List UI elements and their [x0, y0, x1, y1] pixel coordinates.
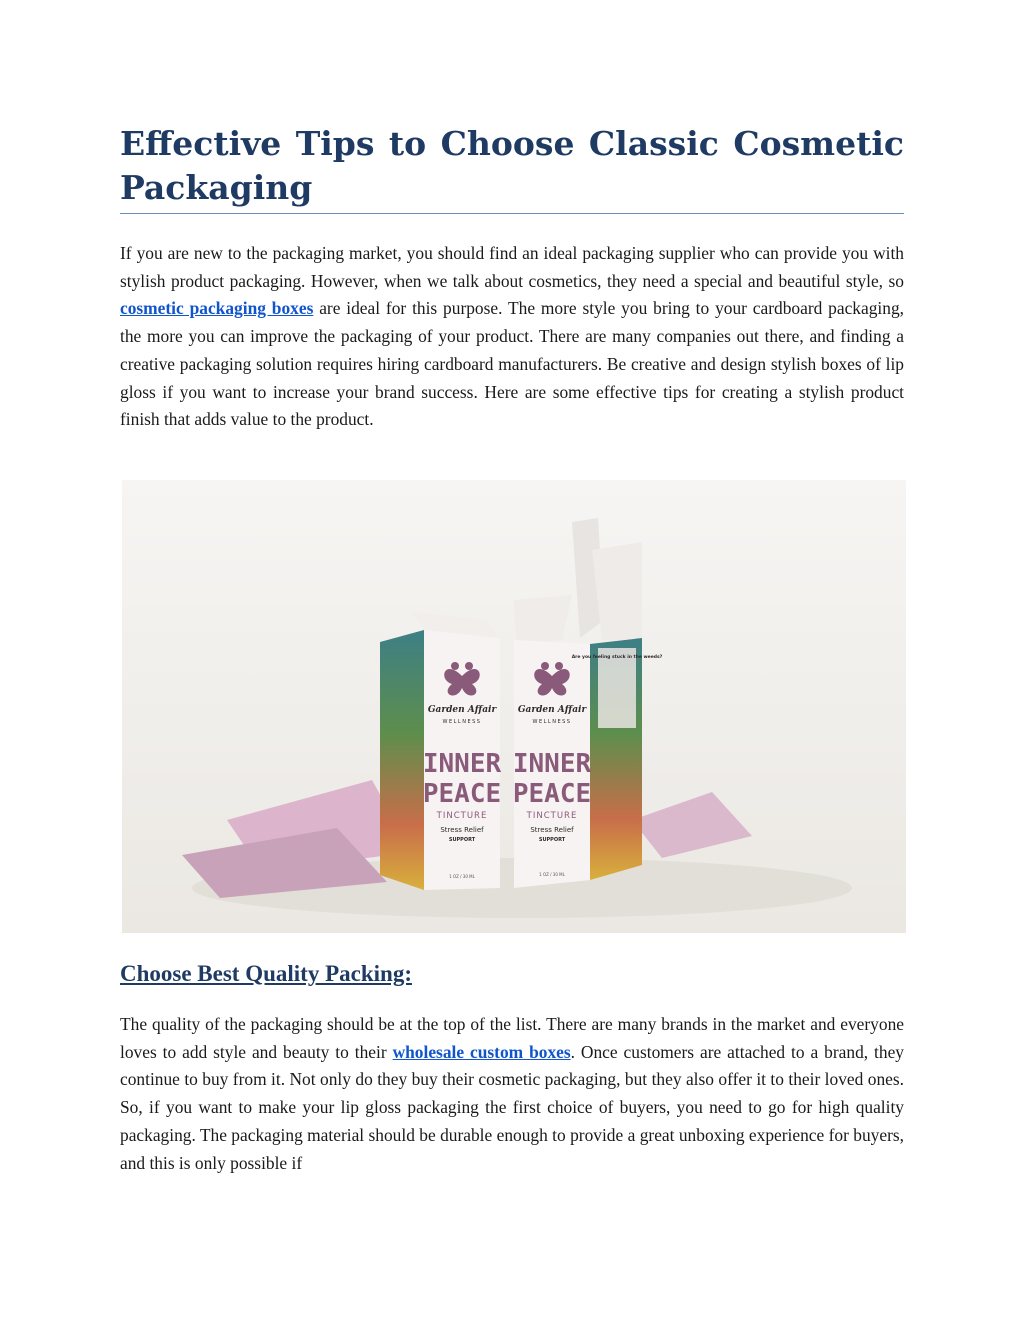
right-box-brand: Garden Affair: [517, 705, 587, 715]
title-line-1: [120, 122, 904, 166]
section-paragraph: [120, 1011, 904, 1177]
title-word: Effective: [120, 124, 282, 163]
title-word: to: [388, 124, 427, 163]
title-word: Cosmetic: [733, 124, 904, 163]
left-box-product-line-2: PEACE: [422, 779, 502, 809]
title-divider: [120, 213, 904, 214]
right-box-tagline-1: Stress Relief: [530, 826, 574, 834]
left-box: [380, 612, 501, 890]
title-line-2: Packaging: [120, 168, 313, 207]
cosmetic-packaging-boxes-link[interactable]: cosmetic packaging boxes: [120, 298, 314, 319]
right-box: [513, 638, 663, 888]
wholesale-custom-boxes-link[interactable]: wholesale custom boxes: [392, 1041, 571, 1062]
right-box-side-text: Are you feeling stuck in the weeds?: [571, 655, 663, 660]
right-box-product-line-2: PEACE: [512, 779, 592, 809]
left-box-tagline-2: SUPPORT: [448, 837, 476, 843]
intro-text-1: If you are new to the packaging market, you should find an ideal packaging supplier who can provide you with stylish product packaging. However, when we talk about cosmetics, they need a special and beautiful style, so: [120, 243, 904, 291]
left-box-volume: 1 OZ / 30 ML: [449, 874, 475, 879]
title-word: Classic: [588, 124, 719, 163]
left-box-tagline-1: Stress Relief: [440, 826, 484, 834]
right-box-volume: 1 OZ / 30 ML: [539, 872, 565, 877]
page-title: [120, 122, 904, 210]
section-text-1: The quality of the packaging should be at the top of the list. There are many brands in the market and everyone loves to add style and beauty to their: [120, 1014, 904, 1062]
title-word: Tips: [295, 124, 375, 163]
section-text-2: . Once customers are attached to a brand, they continue to buy from it. Not only do they buy their cosmetic packaging, but they also offer it to their loved ones. So, if you want to make your lip gloss packaging the first choice of buyers, you need to go for high quality packaging. The packaging material should be durable enough to provide a great unboxing experience for buyers, and this is only possible if: [120, 1041, 904, 1173]
right-box-tagline-2: SUPPORT: [538, 837, 566, 843]
left-box-product-line-1: INNER: [422, 749, 502, 779]
left-box-brand: Garden Affair: [427, 705, 497, 715]
left-box-product-type: TINCTURE: [436, 811, 488, 821]
right-box-product-type: TINCTURE: [526, 811, 578, 821]
right-box-brand-sub: WELLNESS: [532, 719, 572, 725]
intro-text-2: are ideal for this purpose. The more style you bring to your cardboard packaging, the more you can improve the packaging of your product. There are many companies out there, and finding a creative packaging solution requires hiring cardboard manufacturers. Be creative and design stylish boxes of lip gloss if you want to increase your brand success. Here are some effective tips for creating a stylish product finish that adds value to the product.: [120, 298, 904, 430]
left-box-brand-sub: WELLNESS: [442, 719, 482, 725]
product-photo: [122, 480, 906, 933]
intro-paragraph: [120, 240, 904, 434]
section-heading: Choose Best Quality Packing:: [120, 961, 412, 986]
right-box-product-line-1: INNER: [512, 749, 592, 779]
title-word: Choose: [440, 124, 575, 163]
